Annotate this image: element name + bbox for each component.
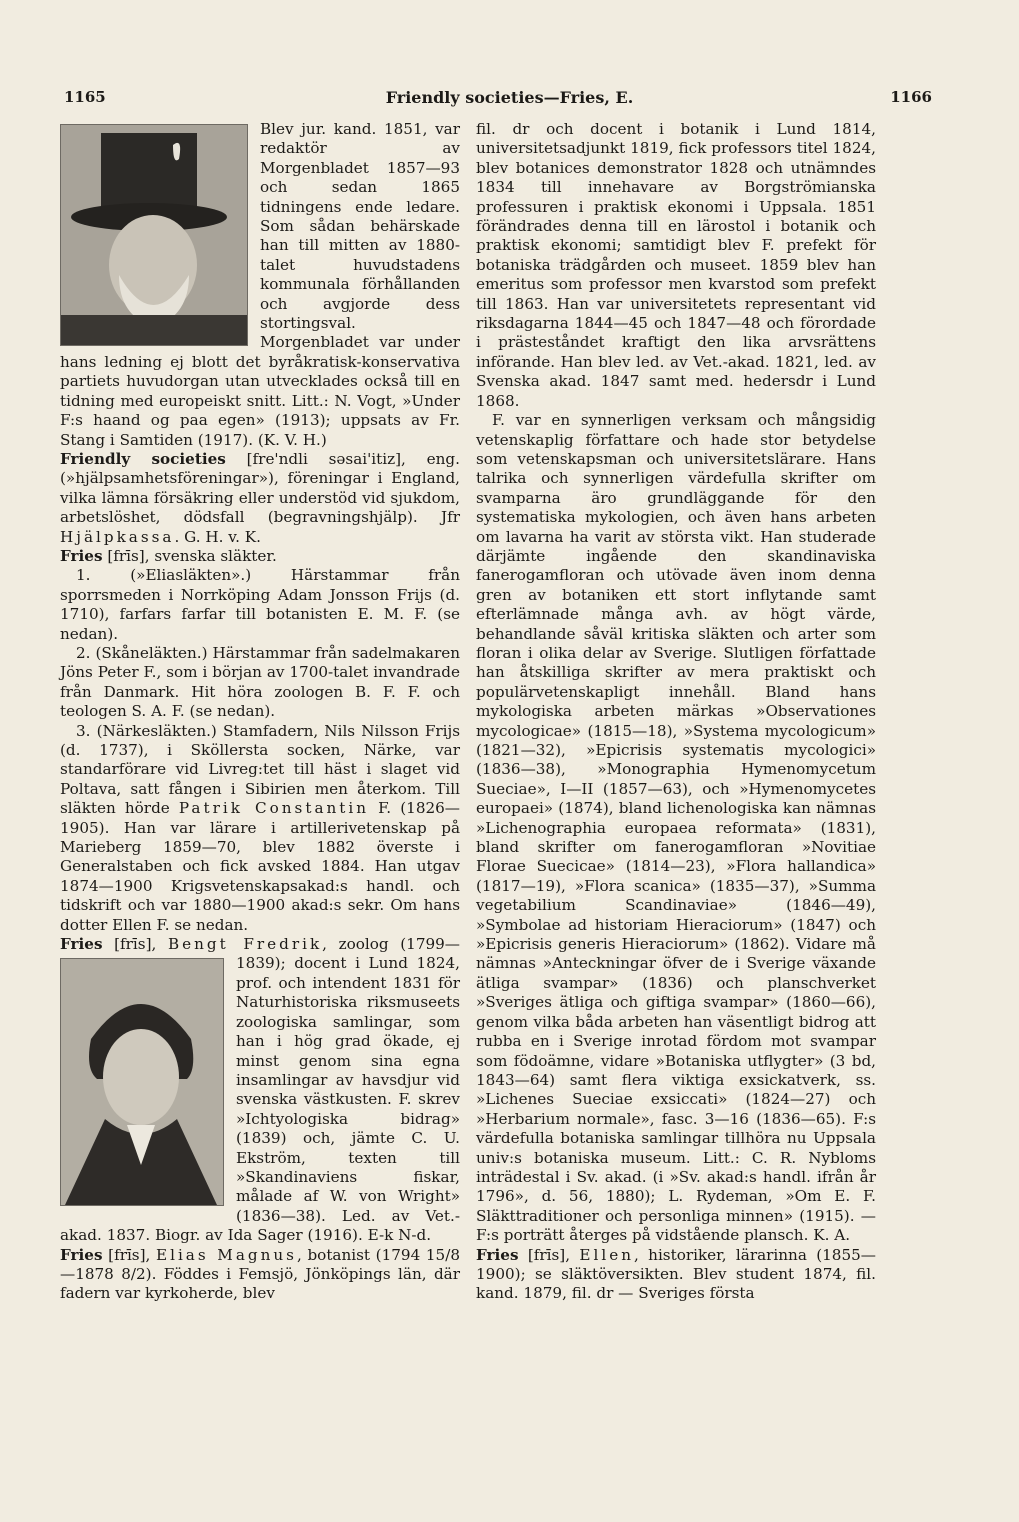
entry-text: [fre'ndli səsai'itiz], eng. (»hjälpsamhetsföreningar»), föreningar i England, vilka lämna försäkring eller understöd vid sjukdom, arbetslöshet, dödsfall (begravningshjälp). Jfr: [60, 449, 460, 527]
entry-text: , botanist (1794 15/8—1878 8/2). Föddes i Femsjö, Jönköpings län, där fadern var kyrkoherde, blev: [60, 1245, 460, 1303]
person-name: Bengt Fredrik: [167, 935, 323, 954]
left-column: [60, 120, 460, 1304]
person-name: Ellen: [579, 1245, 634, 1264]
page-number-left: 1165: [64, 88, 106, 106]
entry-headword: Fries: [60, 1245, 103, 1264]
portrait-young-man: [60, 958, 224, 1206]
entry-continuation: fil. dr och docent i botanik i Lund 1814, universitetsadjunkt 1819, fick professors titel 1824, blev botanices demonstrator 1828 och utnämndes 1834 till innehavare av Borgströmianska professuren i praktisk ekonomi i Uppsala. 1851 förändrades denna till en lärostol i botanik och praktisk ekonomi; samtidigt blev F. prefekt för botaniska trädgården och museet. 1859 blev han emeritus som professor men kvarstod som prefekt till 1863. Han var universitetets representant vid riksdagarna 1844—45 och 1847—48 och förordade i prästeståndet kraftigt den lika arvsrättens införande. Han blev led. av Vet.-akad. 1821, led. av Svenska akad. 1847 samt med. hedersdr i Lund 1868.: [476, 120, 876, 410]
entry-text: , zoolog (1799—1839); docent i Lund 1824, prof. och intendent 1831 för Naturhistoriska riksmuseets zoologiska samlingar, som han i hög grad ökade, ej minst genom sina egna insamlingar av havsdjur vid svenska västkusten. F. skrev »Ichtyologiska bidrag» (1839) och, jämte C. U. Ekström, texten till »Skandinaviens fiskar, målade af W. von Wright» (1836—38). Led. av Vet.-akad. 1837. Biogr. av Ida Sager (1916). E-k N-d.: [60, 935, 460, 1245]
entry-headword: Fries: [60, 546, 103, 565]
entry-friendly-societies: [60, 450, 460, 547]
family-branch-1: 1. (»Eliasläkten».) Härstammar från sporrsmeden i Norrköping Adam Jonsson Frijs (d. 1710), farfars farfar till botanisten E. M. F. (se nedan).: [60, 566, 460, 643]
portrait-top-hat-man-drawing: [61, 125, 247, 345]
entry-text: [frīs], svenska släkter.: [102, 546, 277, 565]
portrait-young-man-drawing: [61, 959, 223, 1205]
entry-text: 3. (Närkesläkten.) Stamfadern, Nils Nilsson Frijs (d. 1737), i Sköllersta socken, Närke, var standarförare vid Livreg:tet till häst i slaget vid Poltava, satt fången i Sibirien men återkom. Till släkten hörde: [60, 721, 460, 818]
entry-headword: Fries: [476, 1245, 519, 1264]
portrait-top-hat-man: [60, 124, 248, 346]
running-head: Friendly societies—Fries, E.: [385, 88, 634, 107]
entry-signature: . G. H. v. K.: [174, 527, 261, 546]
person-name: Elias Magnus: [156, 1245, 297, 1264]
family-branch-2: 2. (Skåneläkten.) Härstammar från sadelmakaren Jöns Peter F., som i början av 1700-talet invandrade från Danmark. Hit höra zoologen B. F. F. och teologen S. A. F. (se nedan).: [60, 643, 460, 721]
entry-text: , historiker, lärarinna (1855—1900); se släktöversikten. Blev student 1874, fil. kand. 1879, fil. dr — Sveriges första: [476, 1245, 876, 1303]
right-column: [476, 120, 876, 1304]
entry-text: Blev jur. kand. 1851, var redaktör av Morgenbladet 1857—93 och sedan 1865 tidningens ende ledare. Som sådan behärskade han till mitten av 1880-talet huvudstadens kommunala förhållanden och avgjorde dess stortingsval. Morgenbladet var under hans ledning ej blott det byråkratisk-konservativa partiets huvudorgan utan utvecklades också till en tidning med europeiskt snitt. Litt.: N. Vogt, »Under F:s haand og paa egen» (1913); uppsats av Fr. Stang i Samtiden (1917). (K. V. H.): [60, 120, 460, 449]
pronunciation: [frīs],: [102, 935, 168, 954]
cross-reference: Hjälpkassa: [60, 527, 175, 546]
entry-fries-families: [60, 547, 460, 566]
entry-paragraph: F. var en synnerligen verksam och mångsidig vetenskaplig författare och hade stor betydelse som vetenskapsman och universitetslärare. Hans talrika och synnerligen värdefulla skrifter om svamparna äro grundläggande för den systematiska mykologien, och även hans arbeten om lavarna ha varit av största vikt. Han studerade därjämte ingående den skandinaviska fanerogamfloran och utövade även inom denna gren av botaniken ett stort inflytande samt efterlämnade många avh. av högt värde, behandlande såväl kritiska släkten och arter som floran i olika delar av Sverige. Slutligen författade han åtskilliga skrifter av mera praktiskt och populärvetenskapligt innehåll. Bland hans mykologiska arbeten märkas »Observationes mycologicae» (1815—18), »Systema mycologicum» (1821—32), »Epicrisis systematis mycologici» (1836—38), »Monographia Hymenomycetum Sueciae», I—II (1857—63), och »Hymenomycetes europaei» (1874), bland lichenologiska kan nämnas »Lichenographia europaea reformata» (1831), bland skrifter om fanerogamfloran »Novitiae Florae Suecicae» (1814—23), »Flora hallandica» (1817—19), »Flora scanica» (1835—37), »Summa vegetabilium Scandinaviae» (1846—49), »Symbolae ad historiam Hieraciorum» (1847) och »Epicrisis generis Hieraciorum» (1862). Vidare må nämnas »Anteckningar öfver de i Sverige växande ätliga svampar» (1836) och planschverket »Sveriges ätliga och giftiga svampar» (1860—66), genom vilka båda arbeten han väsentligt bidrog att rubba en i Sverige inrotad fördom mot svampar som födoämne, vidare »Botaniska utflygter» (3 bd, 1843—64) samt flera viktiga exsickatverk, ss. »Lichenes Sueciae exsiccati» (1824—27) och »Herbarium normale», fasc. 3—16 (1836—65). F:s värdefulla botaniska samlingar tillhöra nu Uppsala univ:s botaniska museum. Litt.: C. R. Nybloms inträdestal i Sv. akad. (i »Sv. akad:s handl. ifrån år 1796», d. 56, 1880); L. Rydeman, »Om E. F. Släkttraditioner och personliga minnen» (1915). — F:s porträtt återges på vidstående plansch. K. A.: [476, 411, 876, 1245]
entry-text: F. (1826—1905). Han var lärare i artillerivetenskap på Marieberg 1859—70, blev 1882 överste i Generalstaben och fick avsked 1884. Han utgav 1874—1900 Krigsvetenskapsakad:s handl. och tidskrift och var 1880—1900 akad:s sekr. Om hans dotter Ellen F. se nedan.: [60, 799, 460, 934]
entry-bengt-fredrik-fries: [60, 935, 460, 1246]
person-name: Patrik Constantin: [178, 799, 370, 818]
entry-headword: Fries: [60, 935, 103, 954]
pronunciation: [frīs],: [518, 1245, 580, 1264]
entry-ellen-fries: [476, 1246, 876, 1304]
entry-continuation: [60, 120, 460, 450]
entry-headword: Friendly societies: [60, 449, 226, 468]
page-number-right: 1166: [890, 88, 932, 106]
family-branch-3: [60, 722, 460, 935]
entry-elias-magnus-fries: [60, 1246, 460, 1304]
pronunciation: [frīs],: [102, 1245, 156, 1264]
